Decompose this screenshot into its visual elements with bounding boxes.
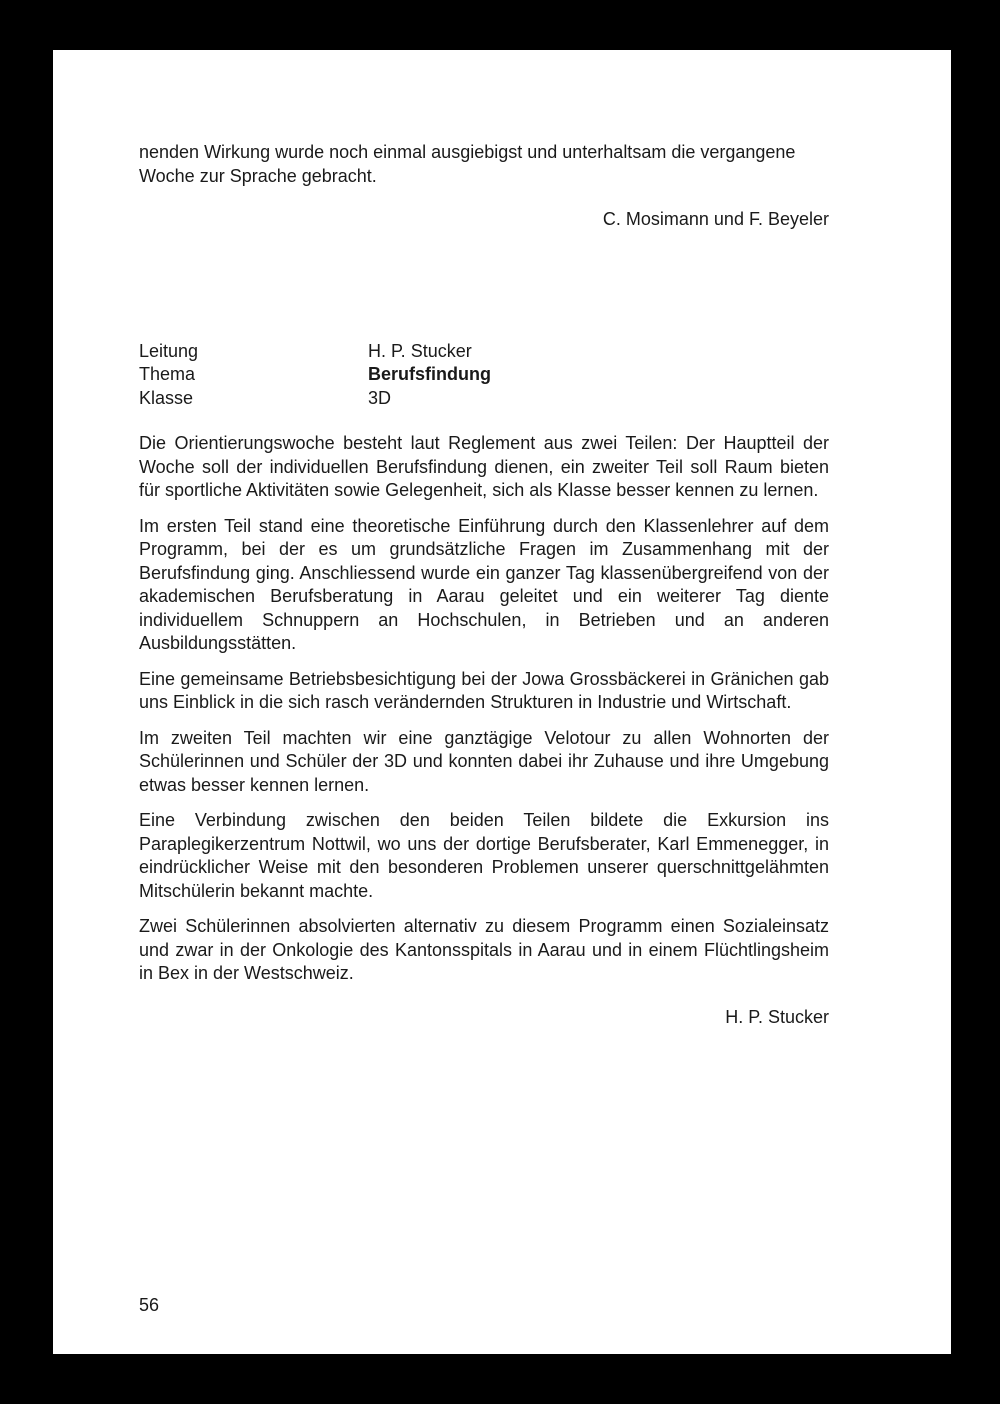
meta-value: H. P. Stucker xyxy=(368,340,472,361)
meta-value-topic: Berufsfindung xyxy=(368,364,491,384)
meta-label: Thema xyxy=(139,364,196,384)
report-signature: H. P. Stucker xyxy=(725,1006,829,1027)
body-paragraph: Im zweiten Teil machten wir eine ganztägige Velotour zu allen Wohnorten der Schülerinnen und Schüler der 3D und konnten dabei ihr Zuhause und ihre Umgebung etwas besser kennen lernen. xyxy=(139,727,829,795)
body-paragraph: Die Orientierungswoche besteht laut Reglement aus zwei Teilen: Der Hauptteil der Woche soll der individuellen Berufsfindung dienen, ein zweiter Teil soll Raum bieten für sportliche Aktivitäten sowie Gelegenheit, sich als Klasse besser kennen zu lernen. xyxy=(139,433,829,500)
meta-label: Leitung xyxy=(139,340,199,361)
page-number: 56 xyxy=(139,1295,160,1315)
meta-row-thema xyxy=(139,363,829,387)
body-paragraph: Eine gemeinsame Betriebsbesichtigung bei der Jowa Grossbäckerei in Gränichen gab uns Einblick in die sich rasch verändernden Strukturen in Industrie und Wirtschaft. xyxy=(139,668,829,712)
previous-article-end: nenden Wirkung wurde noch einmal ausgiebigst und unterhaltsam die vergangene Woche zur Sprache gebracht. xyxy=(139,142,796,186)
previous-article-signature: C. Mosimann und F. Beyeler xyxy=(602,209,829,229)
body-paragraph: Zwei Schülerinnen absolvierten alternativ zu diesem Programm einen Sozialeinsatz und zwar in der Onkologie des Kantonsspitals in Aarau und in einem Flüchtlingsheim in Bex in der Westschweiz. xyxy=(139,916,829,983)
meta-row-klasse xyxy=(139,387,829,411)
meta-row-leitung xyxy=(139,340,829,364)
page-content xyxy=(139,141,829,1029)
document-page xyxy=(53,50,951,1354)
body-paragraph: Im ersten Teil stand eine theoretische Einführung durch den Klassenlehrer auf dem Programm, bei der es um grundsätzliche Fragen im Zusammenhang mit der Berufsfindung ging. Anschliessend wurde ein ganzer Tag klassenübergreifend von der akademischen Berufsberatung in Aarau geleitet und ein weiterer Tag diente individuellem Schnuppern an Hochschulen, in Betrieben und an anderen Ausbildungsstätten. xyxy=(139,515,829,653)
body-paragraph: Eine Verbindung zwischen den beiden Teilen bildete die Exkursion ins Paraplegikerzentrum Nottwil, wo uns der dortige Berufsberater, Karl Emmenegger, in eindrücklicher Weise mit den besonderen Problemen unserer querschnittgelähmten Mitschülerin bekannt machte. xyxy=(139,810,829,901)
meta-label: Klasse xyxy=(139,387,194,408)
meta-value: 3D xyxy=(368,387,392,408)
report-meta xyxy=(139,340,829,411)
